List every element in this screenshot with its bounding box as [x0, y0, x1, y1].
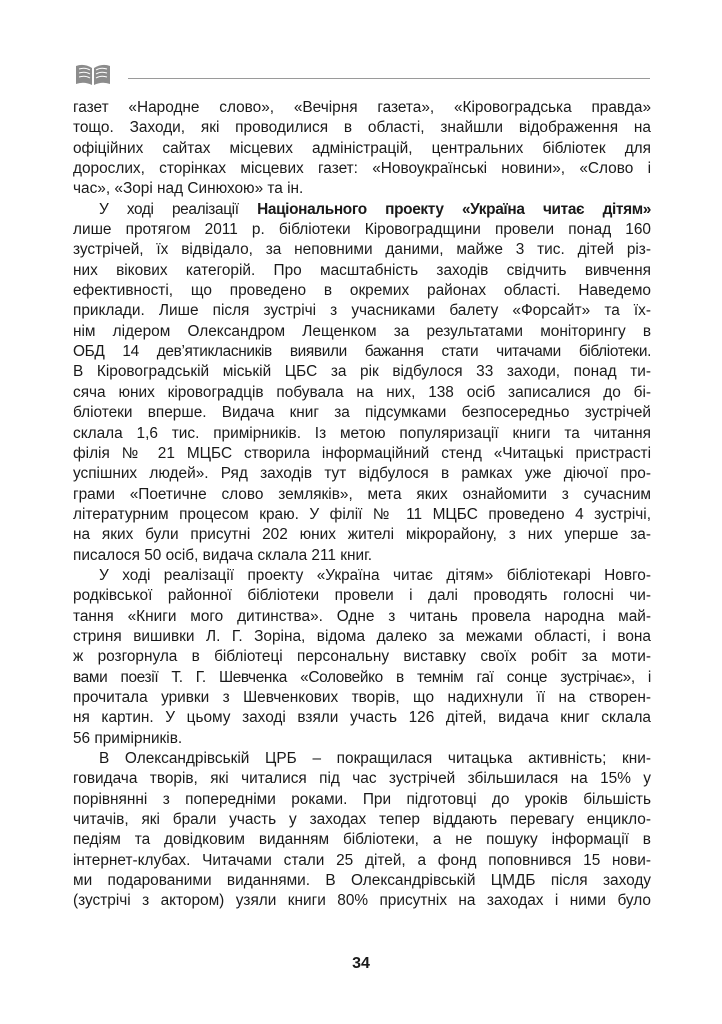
text-line: родківської районної бібліотеки провели і далі проводять голосні чи- — [73, 587, 651, 605]
text-line: говидача творів, які читалися під час зустрічей збільшилася на 15% у — [73, 770, 651, 788]
text-line: успішних людей». Ряд заходів тут відбулося в рамках уже діючої про- — [73, 465, 651, 483]
text-line: ми подарованими виданнями. В Олександрівській ЦМДБ після заходу — [73, 872, 651, 890]
text-line: писалося 50 осіб, видача склала 211 книг. — [73, 546, 373, 564]
text-line: зустрічей, їх відвідало, за неповними даними, майже 3 тис. дітей різ- — [73, 241, 651, 259]
text-line: тання «Книги мого дитинства». Одне з читань провела народна май- — [73, 607, 651, 625]
text-line: прочитала уривки з Шевченкових творів, що надихнули її на створен- — [73, 688, 651, 706]
text-line: газет «Народне слово», «Вечірня газета», «Кіровоградська правда» — [73, 99, 651, 116]
text-line: тощо. Заходи, які проводилися в області, знайшли відображення на — [73, 119, 651, 137]
text-line: філія № 21 МЦБС створила інформаційний стенд «Читацькі пристрасті — [73, 444, 651, 462]
text-line: приклади. Лише після зустрічі з учасниками балету «Форсайт» та їх- — [73, 302, 651, 320]
header-rule — [128, 78, 650, 79]
text-line: В Кіровоградській міській ЦБС за рік відбулося 33 заходи, понад ти- — [73, 363, 651, 381]
text-line: ж розгорнула в бібліотеці персональну виставку своїх робіт за моти- — [73, 648, 651, 666]
text-line: 56 примірників. — [73, 729, 183, 747]
text-line: бліотеки вперше. Видача книг за підсумками безпосередньо зустрічей — [73, 404, 651, 422]
text-line: В Олександрівській ЦРБ – покращилася читацька активність; кни- — [99, 750, 651, 767]
text-line: літературним процесом краю. У філії № 11 МЦБС проведено 4 зустрічі, — [73, 505, 651, 523]
text-line: (зустрічі з актором) узяли книги 80% присутніх на заходах і ними було — [73, 892, 651, 910]
text-line: на яких були присутні 202 юних жителі мікрорайону, з них уперше за- — [73, 526, 651, 544]
text-line: У ході реалізації проекту «Україна читає дітям» бібліотекарі Новго- — [99, 566, 651, 584]
text-line: вами поезії Т. Г. Шевченка «Соловейко в темнім гаї сонце зустрічає», і — [73, 668, 651, 686]
text-line: офіційних сайтах місцевих адміністрацій, центральних бібліотек для — [73, 139, 651, 157]
text-line: грами «Поетичне слово земляків», мета яких ознайомити з сучасним — [73, 485, 651, 503]
text-line-lead: У ході реалізації — [99, 200, 258, 218]
text-line: ОБД 14 дев’ятикласників виявили бажання стати читачами бібліотеки. — [73, 343, 651, 361]
text-line: інтернет-клубах. Читачами стали 25 дітей, а фонд поповнився 15 нови- — [73, 851, 651, 869]
text-line: час», «Зорі над Синюхою» та ін. — [73, 180, 304, 198]
text-line: нім лідером Олександром Лещенком за результатами моніторингу в — [73, 322, 651, 340]
text-line: ефективності, що проведено в окремих районах області. Наведемо — [73, 282, 651, 300]
text-line: сяча юних кіровоградців побувала на них, 138 осіб записалися до бі- — [73, 383, 651, 401]
project-title: Національного проекту «Україна читає дітям» — [257, 200, 651, 218]
text-line: порівнянні з попередніми роками. При підготовці до уроків більшість — [73, 790, 651, 808]
text-line-heading — [73, 200, 651, 220]
text-line: стриня вишивки Л. Г. Зоріна, відома далеко за межами області, і вона — [73, 627, 651, 645]
text-line: лише протягом 2011 р. бібліотеки Кіровоградщини провели понад 160 — [73, 221, 651, 239]
text-line: ня картин. У цьому заході взяли участь 126 дітей, видача книг склала — [73, 709, 651, 727]
text-line: склала 1,6 тис. примірників. Із метою популяризації книги та читання — [73, 424, 651, 442]
text-line: дорослих, сторінках місцевих газет: «Новоукраїнські новини», «Слово і — [73, 160, 651, 178]
text-body — [73, 98, 651, 912]
text-line: них вікових категорій. Про масштабність заходів свідчить вивчення — [73, 261, 651, 279]
page-number: 34 — [352, 955, 370, 972]
open-book-icon — [73, 62, 113, 88]
text-line: читачів, які брали участь у заходах тепер віддають перевагу енцикло- — [73, 811, 651, 829]
text-line: педіям та довідковим виданням бібліотеки, а не пошуку інформації в — [73, 831, 651, 849]
